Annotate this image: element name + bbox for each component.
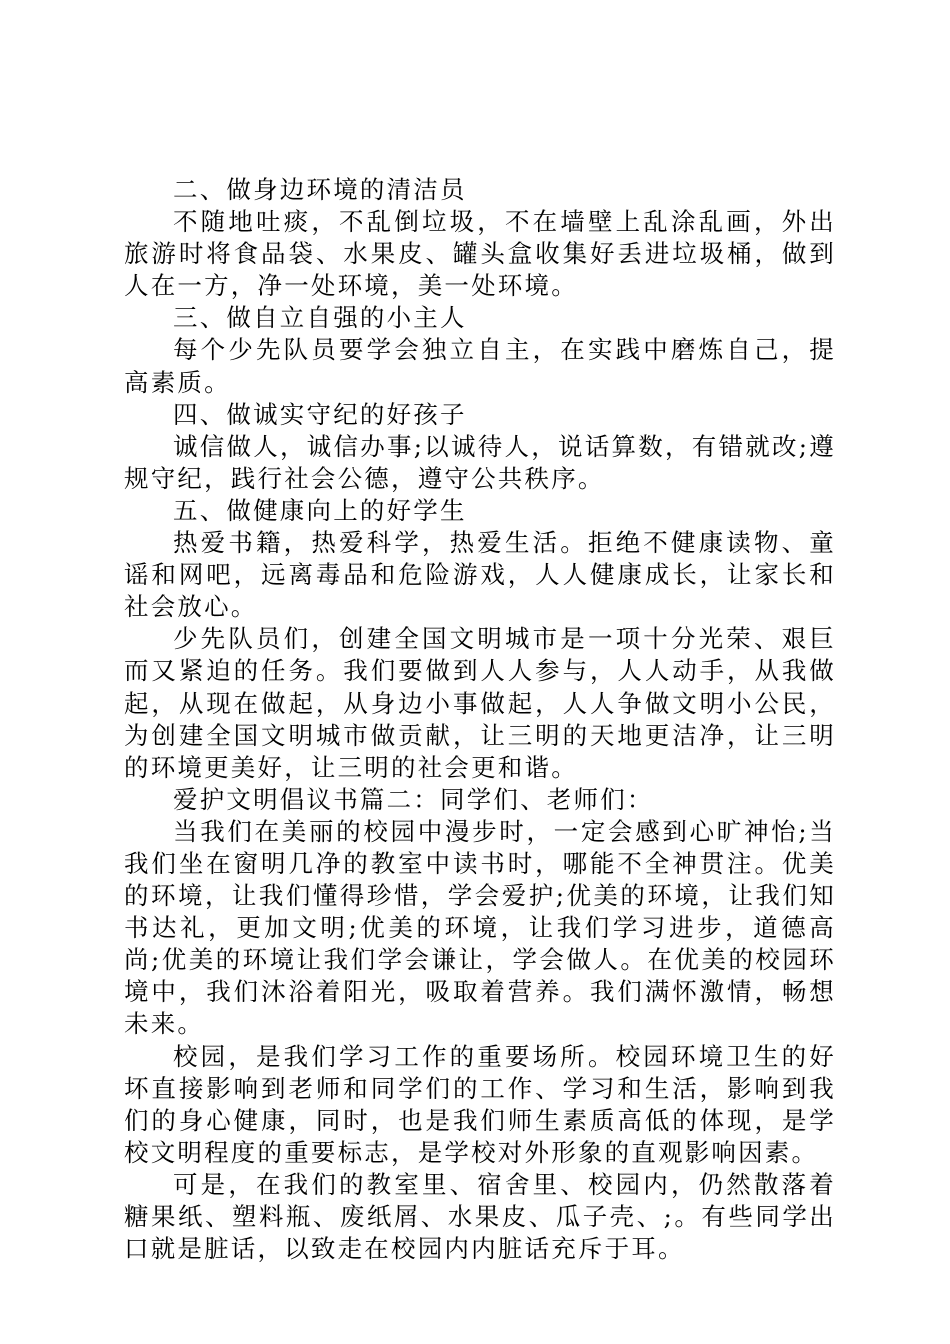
document-body — [124, 174, 836, 1265]
paragraph: 可是，在我们的教室里、宿舍里、校园内，仍然散落着糖果纸、塑料瓶、废纸屑、水果皮、瓜子壳、;。有些同学出口就是脏话，以致走在校园内内脏话充斥于耳。 — [124, 1169, 836, 1264]
paragraph: 少先队员们，创建全国文明城市是一项十分光荣、艰巨而又紧迫的任务。我们要做到人人参与，人人动手，从我做起，从现在做起，从身边小事做起，人人争做文明小公民，为创建全国文明城市做贡献，让三明的天地更洁净，让三明的环境更美好，让三明的社会更和谐。 — [124, 624, 836, 782]
section-heading-part-two: 爱护文明倡议书篇二：同学们、老师们： — [173, 784, 654, 814]
section-heading-4: 四、做诚实守纪的好孩子 — [173, 399, 467, 429]
paragraph: 当我们在美丽的校园中漫步时，一定会感到心旷神怡;当我们坐在窗明几净的教室中读书时，哪能不全神贯注。优美的环境，让我们懂得珍惜，学会爱护;优美的环境，让我们知书达礼，更加文明;优美的环境，让我们学习进步，道德高尚;优美的环境让我们学会谦让，学会做人。在优美的校园环境中，我们沐浴着阳光，吸取着营养。我们满怀激情，畅想未来。 — [124, 816, 836, 1039]
paragraph: 校园，是我们学习工作的重要场所。校园环境卫生的好坏直接影响到老师和同学们的工作、学习和生活，影响到我们的身心健康，同时，也是我们师生素质高低的体现，是学校文明程度的重要标志，是学校对外形象的直观影响因素。 — [124, 1041, 836, 1167]
paragraph: 热爱书籍，热爱科学，热爱生活。拒绝不健康读物、童谣和网吧，远离毒品和危险游戏，人人健康成长，让家长和社会放心。 — [124, 528, 836, 622]
section-heading-5: 五、做健康向上的好学生 — [173, 495, 467, 525]
paragraph: 诚信做人，诚信办事;以诚待人，说话算数，有错就改;遵规守纪，践行社会公德，遵守公共秩序。 — [124, 431, 836, 493]
paragraph: 不随地吐痰，不乱倒垃圾，不在墙壁上乱涂乱画，外出旅游时将食品袋、水果皮、罐头盒收集好丢进垃圾桶，做到人在一方，净一处环境，美一处环境。 — [124, 207, 836, 301]
paragraph: 每个少先队员要学会独立自主，在实践中磨炼自己，提高素质。 — [124, 335, 836, 397]
section-heading-3: 三、做自立自强的小主人 — [173, 303, 467, 333]
section-heading-2: 二、做身边环境的清洁员 — [173, 175, 467, 204]
